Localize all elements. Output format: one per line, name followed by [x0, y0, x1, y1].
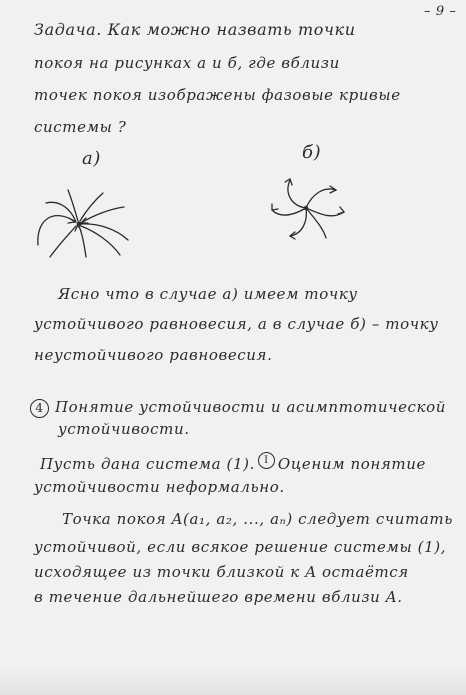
- roman-numeral-circle: I: [258, 452, 275, 469]
- page-bottom-edge: [0, 665, 466, 695]
- section-title-line-2: устойчивости.: [58, 420, 190, 438]
- para2-line-3: исходящее из точки близкой к A остаётся: [34, 563, 409, 581]
- figure-a-label: а): [82, 148, 101, 169]
- figure-b-label: б): [302, 142, 322, 163]
- task-line-1: Задача. Как можно назвать точки: [34, 20, 356, 39]
- section-title-line-1: Понятие устойчивости и асимптотической: [55, 398, 447, 416]
- answer-line-2: устойчивого равновесия, а в случае б) – точку: [34, 315, 439, 333]
- phase-curve: [79, 226, 86, 257]
- phase-curve: [38, 216, 76, 245]
- phase-curve: [81, 224, 128, 240]
- para2-line-2: устойчивой, если всякое решение системы (1),: [34, 538, 447, 556]
- para2-line-1: Точка покоя A(a₁, a₂, ..., aₙ) следует считать: [62, 510, 454, 528]
- equilibrium-point: [304, 206, 308, 210]
- answer-line-3: неустойчивого равновесия.: [34, 346, 273, 364]
- arrow-head: [272, 204, 278, 210]
- page-number: – 9 –: [424, 4, 457, 19]
- section-heading: [30, 398, 446, 418]
- phase-curve: [50, 226, 76, 257]
- para1-line-1: [40, 452, 426, 473]
- phase-curve: [288, 180, 306, 208]
- task-line-2: покоя на рисунках а и б, где вблизи: [34, 54, 340, 72]
- figure-b-unstable-phase-portrait: [262, 172, 352, 244]
- para1-line-1-start: Пусть дана система (1).: [40, 455, 255, 473]
- task-line-4: системы ?: [34, 118, 127, 136]
- para1-line-2: устойчивости неформально.: [34, 478, 285, 496]
- arrow-head: [338, 207, 344, 214]
- answer-line-1: Ясно что в случае а) имеем точку: [58, 285, 358, 303]
- equilibrium-point: [77, 222, 82, 227]
- para2-line-4: в течение дальнейшего времени вблизи A.: [34, 588, 403, 606]
- section-number-circle: 4: [30, 399, 49, 418]
- task-line-3: точек покоя изображены фазовые кривые: [34, 86, 401, 104]
- figure-a-stable-phase-portrait: [28, 185, 138, 265]
- para1-line-1-end: Оценим понятие: [277, 455, 426, 473]
